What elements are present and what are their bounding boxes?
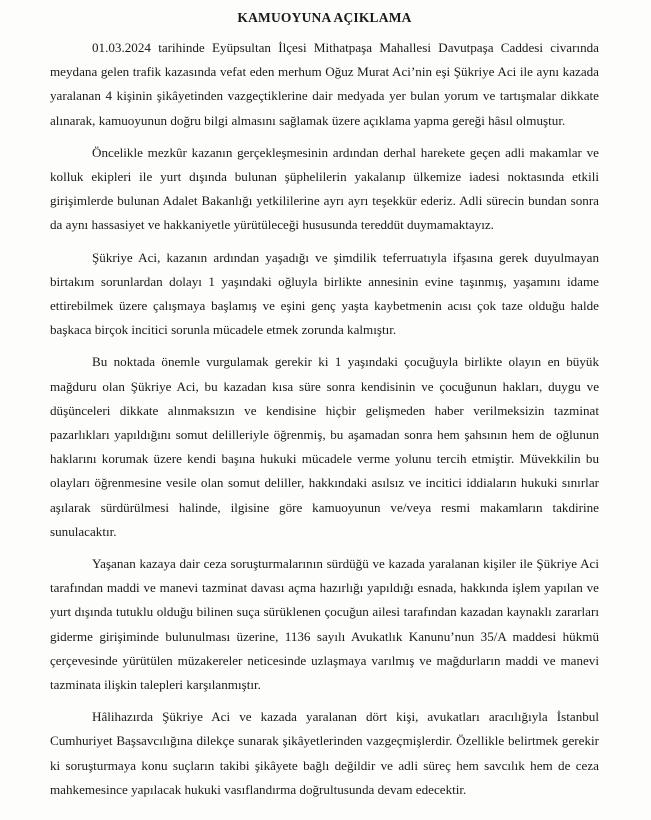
paragraph-5: Yaşanan kazaya dair ceza soruşturmalarının sürdüğü ve kazada yaralanan kişiler ile Şükriye Aci tarafından maddi ve manevi tazminat davası açma hazırlığı yapıldığı esnada, hakkında işlem yapılan ve yurt dışında tutuklu olduğu bilinen suça sürüklenen çocuğun ailesi tarafından kazadan kaynaklı zararları giderme girişiminde bulunulması üzerine, 1136 sayılı Avukatlık Kanunu’nun 35/A maddesi hükmü çerçevesinde yürütülen müzakereler neticesinde uzlaşmaya varılmış ve mağdurların maddi ve manevi tazminata ilişkin talepleri karşılanmıştır. — [50, 556, 599, 693]
paragraph-6: Hâlihazırda Şükriye Aci ve kazada yaralanan dört kişi, avukatları aracılığıyla İstanbul Cumhuriyet Başsavcılığına dilekçe sunarak şikâyetlerinden vazgeçmişlerdir. Özellikle belirtmek gerekir ki soruşturmaya konu suçların takibi şikâyete bağlı değildir ve adli süreç hem savcılık hem de ceza mahkemesince yapılacak hukuki vasıflandırma doğrultusunda devam edecektir. — [50, 709, 599, 797]
paragraph-4: Bu noktada önemle vurgulamak gerekir ki 1 yaşındaki çocuğuyla birlikte olayın en büyük mağduru olan Şükriye Aci, bu kazadan kısa süre sonra kendisinin ve çocuğunun hakları, duygu ve düşünceleri dikkate alınmaksızın ve kendisine hiçbir gelişmeden haber verilmeksizin tazminat pazarlıkları yapıldığını somut delilleriyle öğrenmiş, bu aşamadan sonra hem şahsının hem de oğlunun haklarını korumak üzere kendi başına hukuki mücadele verme yolunu tercih etmiştir. Müvekkilin bu olayları öğrenmesine vesile olan somut deliller, hakkındaki asılsız ve incitici iddiaların hukuki sınırlar aşılarak sürdürülmesi halinde, ilgisine göre kamuoyunun ve/veya resmi makamların takdirine sunulacaktır. — [50, 354, 599, 539]
paragraph-1: 01.03.2024 tarihinde Eyüpsultan İlçesi Mithatpaşa Mahallesi Davutpaşa Caddesi civarında meydana gelen trafik kazasında vefat eden merhum Oğuz Murat Aci’nin eşi Şükriye Aci ile aynı kazada yaralanan 4 kişinin şikâyetinden vazgeçtiklerine dair medyada yer bulan yorum ve tartışmalar dikkate alınarak, kamuoyunun doğru bilgi almasını sağlamak üzere açıklama yapma gereği hâsıl olmuştur. — [50, 40, 599, 128]
paragraph-2: Öncelikle mezkûr kazanın gerçekleşmesinin ardından derhal harekete geçen adli makamlar ve kolluk ekipleri ile yurt dışında bulunan şüphelilerin yakalanıp ülkemize iadesi noktasında etkili girişimlerde bulunan Adalet Bakanlığı yetkililerine ayrı ayrı teşekkür ederiz. Adli sürecin bundan sonra da aynı hassasiyet ve hakkaniyetle yürütüleceği hususunda tereddüt duymamaktayız. — [50, 144, 599, 233]
paragraph-3: Şükriye Aci, kazanın ardından yaşadığı ve şimdilik teferruatıyla ifşasına gerek duyulmayan birtakım sorunlardan dolayı 1 yaşındaki oğluyla birlikte annesinin evine taşınmış, yaşamını idame ettirebilmek üzere çalışmaya başlamış ve eşini genç yaşta kaybetmenin acısı çok taze olduğu halde başkaca birçok incitici sorunla mücadele etmek zorunda kalmıştır. — [50, 249, 599, 338]
document-title: KAMUOYUNA AÇIKLAMA — [237, 10, 412, 25]
